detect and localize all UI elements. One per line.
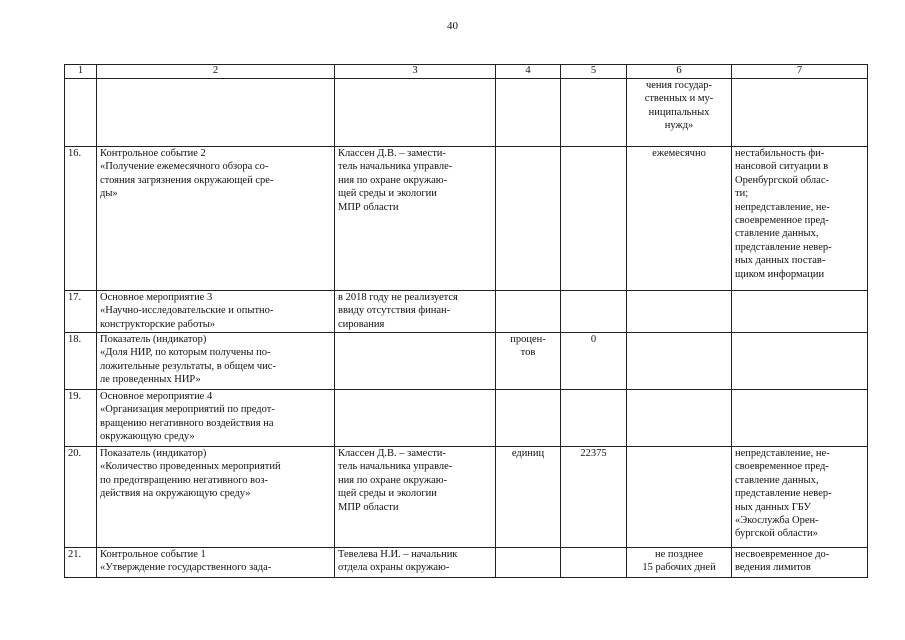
row-responsible: [335, 333, 496, 390]
table-row: [65, 447, 868, 548]
row-deadline: [627, 447, 732, 548]
row-unit: [496, 147, 561, 291]
row-number: 21.: [65, 548, 97, 578]
row-unit: процен- тов: [496, 333, 561, 390]
table-row: [65, 390, 868, 447]
row-description: Показатель (индикатор) «Количество проведенных мероприятий по предотвращению негативного воз- действия на окружающую среду»: [97, 447, 335, 548]
header-row: [65, 65, 868, 79]
row-value: [561, 390, 627, 447]
row-risk: [732, 333, 868, 390]
table-row: [65, 333, 868, 390]
row-risk: несвоевременное до- ведения лимитов: [732, 548, 868, 578]
row-responsible: Классен Д.В. – замести- тель начальника управле- ния по охране окружаю- щей среды и экологии МПР области: [335, 447, 496, 548]
table-row: [65, 291, 868, 333]
row-value: 22375: [561, 447, 627, 548]
row-unit: [496, 291, 561, 333]
row-value: [561, 548, 627, 578]
row-number: 19.: [65, 390, 97, 447]
row-deadline: не позднее 15 рабочих дней: [627, 548, 732, 578]
row-description: Показатель (индикатор) «Доля НИР, по которым получены по- ложительные результаты, в общем чис- ле проведенных НИР»: [97, 333, 335, 390]
row-unit: единиц: [496, 447, 561, 548]
page-number: 40: [447, 20, 458, 32]
row-number: [65, 79, 97, 147]
row-value: [561, 79, 627, 147]
table-row: [65, 147, 868, 291]
row-description: Контрольное событие 2 «Получение ежемесячного обзора со- стояния загрязнения окружающей сре- ды»: [97, 147, 335, 291]
row-number: 20.: [65, 447, 97, 548]
row-risk: [732, 79, 868, 147]
row-risk: непредставление, не- своевременное пред- ставление данных, представление невер- ных данных ГБУ «Экослужба Орен- бургской области»: [732, 447, 868, 548]
row-deadline: [627, 390, 732, 447]
column-header: 2: [97, 65, 335, 79]
row-unit: [496, 390, 561, 447]
column-header: 3: [335, 65, 496, 79]
column-header: 5: [561, 65, 627, 79]
column-header: 1: [65, 65, 97, 79]
row-risk: [732, 291, 868, 333]
row-value: 0: [561, 333, 627, 390]
row-deadline: [627, 333, 732, 390]
row-deadline: чения государ- ственных и му- ниципальных нужд»: [627, 79, 732, 147]
row-description: Основное мероприятие 3 «Научно-исследовательские и опытно- конструкторские работы»: [97, 291, 335, 333]
row-deadline: ежемесячно: [627, 147, 732, 291]
row-description: Контрольное событие 1 «Утверждение государственного зада-: [97, 548, 335, 578]
row-risk: нестабильность фи- нансовой ситуации в Оренбургской облас- ти; непредставление, не- своевременное пред- ставление данных, представление невер- ных данных постав- щиком информации: [732, 147, 868, 291]
row-number: 18.: [65, 333, 97, 390]
column-header: 7: [732, 65, 868, 79]
row-value: [561, 291, 627, 333]
row-deadline: [627, 291, 732, 333]
table-row: [65, 79, 868, 147]
row-responsible: Классен Д.В. – замести- тель начальника управле- ния по охране окружаю- щей среды и экологии МПР области: [335, 147, 496, 291]
column-header: 6: [627, 65, 732, 79]
column-header: 4: [496, 65, 561, 79]
row-unit: [496, 548, 561, 578]
row-number: 17.: [65, 291, 97, 333]
row-responsible: Тевелева Н.И. – начальник отдела охраны окружаю-: [335, 548, 496, 578]
plan-table: [64, 64, 868, 578]
row-value: [561, 147, 627, 291]
row-responsible: [335, 79, 496, 147]
row-description: [97, 79, 335, 147]
row-responsible: в 2018 году не реализуется ввиду отсутствия финан- сирования: [335, 291, 496, 333]
row-responsible: [335, 390, 496, 447]
row-unit: [496, 79, 561, 147]
row-number: 16.: [65, 147, 97, 291]
row-description: Основное мероприятие 4 «Организация мероприятий по предот- вращению негативного воздействия на окружающую среду»: [97, 390, 335, 447]
row-risk: [732, 390, 868, 447]
table-row: [65, 548, 868, 578]
